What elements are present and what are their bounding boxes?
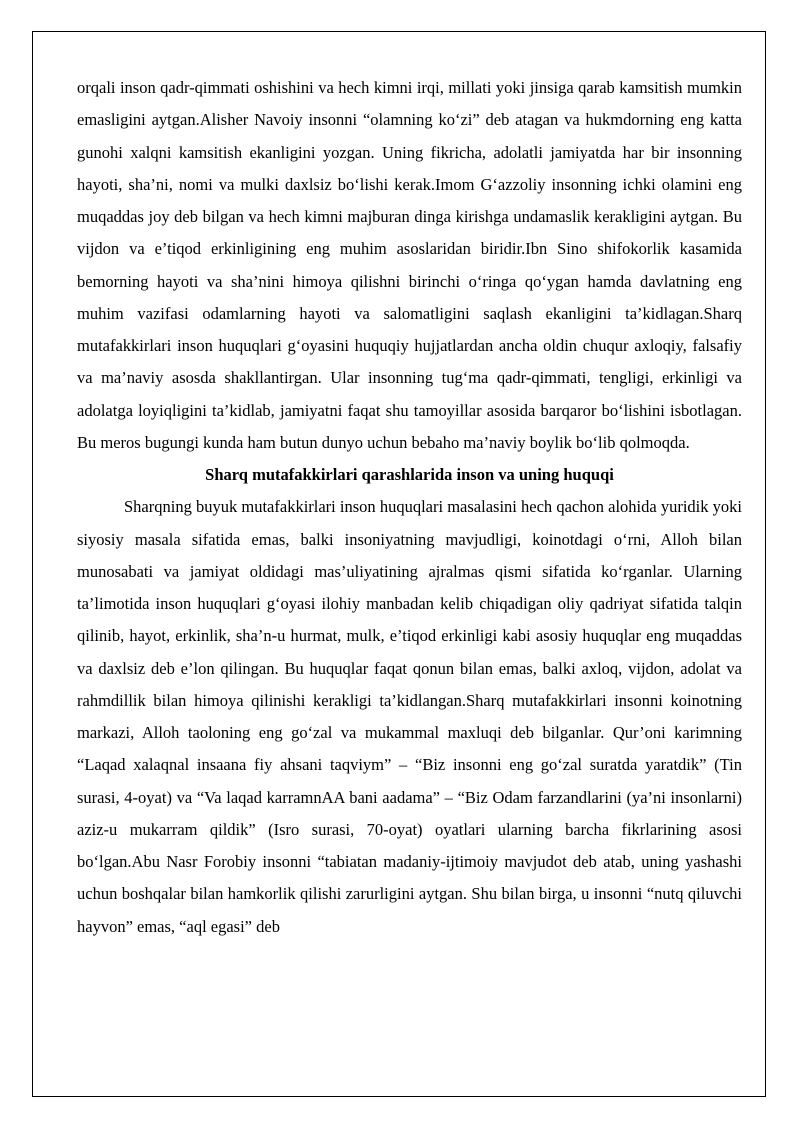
paragraph: Sharqning buyuk mutafakkirlari inson huquqlari masalasini hech qachon alohida yuridik yoki siyosiy masala sifatida emas, balki insoniyatning mavjudligi, koinotdagi o‘rni, Alloh bilan munosabati va jamiyat oldidagi mas’uliyatining ajralmas qismi sifatida ko‘rganlar. Ularning ta’limotida inson huquqlari g‘oyasi ilohiy manbadan kelib chiqadigan oliy qadriyat sifatida talqin qilinib, hayot, erkinlik, sha’n-u hurmat, mulk, e’tiqod erkinligi kabi asosiy huquqlar eng muqaddas va daxlsiz deb e’lon qilingan. Bu huquqlar faqat qonun bilan emas, balki axloq, vijdon, adolat va rahmdillik bilan himoya qilinishi kerakligi ta’kidlangan.Sharq mutafakkirlari insonni koinotning markazi, Alloh taoloning eng go‘zal va mukammal maxluqi deb bilganlar. Qur’oni karimning “Laqad xalaqnal insaana fiy ahsani taqviym” – “Biz insonni eng go‘zal suratda yaratdik” (Tin surasi, 4-oyat) va “Va laqad karramnAA bani aadama” – “Biz Odam farzandlarini (ya’ni insonlarni) aziz-u mukarram qildik” (Isro surasi, 70-oyat) oyatlari ularning barcha fikrlarining asosi bo‘lgan.Abu Nasr Forobiy insonni “tabiatan madaniy-ijtimoiy mavjudot deb atab, uning yashashi uchun boshqalar bilan hamkorlik qilishi zarurligini aytgan. Shu bilan birga, u insonni “nutq qiluvchi hayvon” emas, “aql egasi” deb [77, 497, 742, 936]
document-body [77, 72, 742, 943]
section-heading: Sharq mutafakkirlari qarashlarida inson va uning huquqi [205, 465, 614, 484]
paragraph: orqali inson qadr-qimmati oshishini va hech kimni irqi, millati yoki jinsiga qarab kamsitish mumkin emasligini aytgan.Alisher Navoiy insonni “olamning ko‘zi” deb atagan va hukmdorning eng katta gunohi xalqni kamsitish ekanligini yozgan. Uning fikricha, adolatli jamiyatda har bir insonning hayoti, sha’ni, nomi va mulki daxlsiz bo‘lishi kerak.Imom G‘azzoliy insonning ichki olamini eng muqaddas joy deb bilgan va hech kimni majburan dinga kirishga undamaslik kerakligini aytgan. Bu vijdon va e’tiqod erkinligining eng muhim asoslaridan biridir.Ibn Sino shifokorlik kasamida bemorning hayoti va sha’nini himoya qilishni birinchi o‘ringa qo‘ygan hamda davlatning eng muhim vazifasi odamlarning hayoti va salomatligini saqlash ekanligini ta’kidlagan.Sharq mutafakkirlari inson huquqlari g‘oyasini huquqiy hujjatlardan ancha oldin chuqur axloqiy, falsafiy va ma’naviy asosda shakllantirgan. Ular insonning tug‘ma qadr-qimmati, tengligi, erkinligi va adolatga loyiqligini ta’kidlab, jamiyatni faqat shu tamoyillar asosida barqaror bo‘lishini isbotlagan. Bu meros bugungi kunda ham butun dunyo uchun bebaho ma’naviy boylik bo‘lib qolmoqda. [77, 78, 742, 452]
